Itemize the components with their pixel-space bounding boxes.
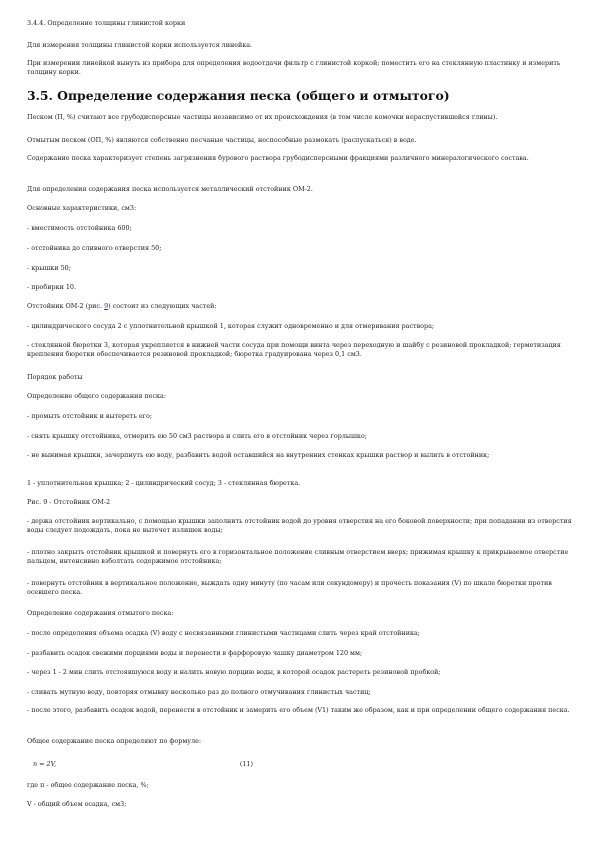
formula: п = 2V, (33, 760, 57, 768)
list-item: - промыть отстойник и вытереть его; (27, 412, 152, 420)
formula-number: (11) (239, 760, 253, 768)
paragraph: Общее содержание песка определяют по формуле: (27, 737, 202, 745)
subsection-heading: 3.4.4. Определение толщины глинистой корки (27, 19, 186, 27)
list-item: - после определения объема осадка (V) воду с несвязанными глинистыми частицами слить через край отстойника; (27, 629, 420, 637)
list-item: - через 1 - 2 мин слить отстоявшуюся воду и налить новую порцию воды, в которой осадок растереть резиновой пробкой; (27, 668, 441, 676)
list-item: - повернуть отстойник в вертикальное положение, выждать одну минуту (по часам или секундомеру) и прочесть показания (V) по шкале бюретки против осевшего песка. (27, 579, 552, 596)
list-item: - разбавить осадок свежими порциями воды и перенести в фарфоровую чашку диаметром 120 мм; (27, 649, 363, 657)
list-item: - вместимость отстойника 600; (27, 224, 132, 232)
list-item: - стеклянной бюретки 3, которая укрепляется в нижней части сосуда при помощи винта через переходную и шайбу с резиновой прокладкой; герметизация крепления бюретки обеспечивается резиновой прокладкой; бюретка градуирована через 0,1 см3. (27, 341, 561, 358)
section-heading: 3.5. Определение содержания песка (общего и отмытого) (27, 88, 450, 103)
paragraph (27, 302, 572, 311)
figure-link[interactable]: 9 (104, 302, 109, 310)
paragraph: Песком (П, %) считают все грубодисперсные частицы независимо от их происхождения (в том числе комочки нераспустившейся глины). (27, 113, 498, 121)
list-item: - после этого, разбавить осадок водой, перенести в отстойник и замерить его объем (V1) таким же образом, как и при определении общего содержания песка. (27, 706, 570, 714)
list-item: - пробирки 10. (27, 283, 77, 291)
paragraph-text: ) состоит из следующих частей: (108, 302, 217, 310)
list-item: - цилиндрического сосуда 2 с уплотнительной крышкой 1, которая служит одновременно и для отмеривания раствора; (27, 322, 435, 330)
list-item: - сливать мутную воду, повторяя отмывку несколько раз до полного отмучивания глинистых частиц; (27, 688, 371, 696)
figure-caption: 1 - уплотнительная крышка; 2 - цилиндрический сосуд; 3 - стеклянная бюретка. (27, 479, 301, 487)
list-item: - не вынимая крышки, зачерпнуть ею воду, разбавить водой оставшийся на внутренних стенках крышки раствор и вылить в отстойник; (27, 451, 490, 459)
paragraph: Определение содержания отмытого песка: (27, 609, 174, 617)
paragraph: Порядок работы (27, 373, 83, 381)
paragraph: Для измерения толщины глинистой корки используется линейка. (27, 41, 253, 49)
paragraph: Для определения содержания песка используется металлический отстойник ОМ-2. (27, 185, 313, 193)
paragraph: При измерении линейкой вынуть из прибора для определения водоотдачи фильтр с глинистой коркой; поместить его на стеклянную пластинку и измерить толщину корки. (27, 59, 561, 76)
paragraph: Основные характеристики, см3: (27, 204, 137, 212)
paragraph: V - общий объем осадка, см3; (27, 800, 127, 808)
paragraph: Содержание песка характеризует степень загрязнения бурового раствора грубодисперсными фракциями различного минералогического состава. (27, 154, 529, 162)
paragraph: Определение общего содержания песка: (27, 392, 166, 400)
figure-label: Рис. 9 - Отстойник ОМ-2 (27, 498, 111, 506)
paragraph: где п - общее содержание песка, %; (27, 781, 149, 789)
list-item: - отстойника до сливного отверстия 50; (27, 244, 162, 252)
list-item: - крышки 50; (27, 264, 71, 272)
list-item: - держа отстойник вертикально, с помощью крышки заполнить отстойник водой до уровня отверстия на его боковой поверхности; при попадании из отверстия воды следует подождать, пока не вытечет излишек воды; (27, 517, 572, 534)
paragraph: Отмытым песком (ОП, %) являются собственно песчаные частицы, неспособные размокать (распускаться) в воде. (27, 136, 417, 144)
paragraph-text: Отстойник ОМ-2 (рис. (27, 302, 105, 310)
list-item: - снять крышку отстойника, отмерить ею 50 см3 раствора и слить его в отстойник через горлышко; (27, 432, 367, 440)
formula-line (33, 760, 253, 769)
list-item: - плотно закрыть отстойник крышкой и повернуть его в горизонтальное положение сливным отверстием вверх; прижимая крышку к прикрываемое отверстие пальцем, интенсивно взболтать содержимое отстойника; (27, 548, 569, 565)
